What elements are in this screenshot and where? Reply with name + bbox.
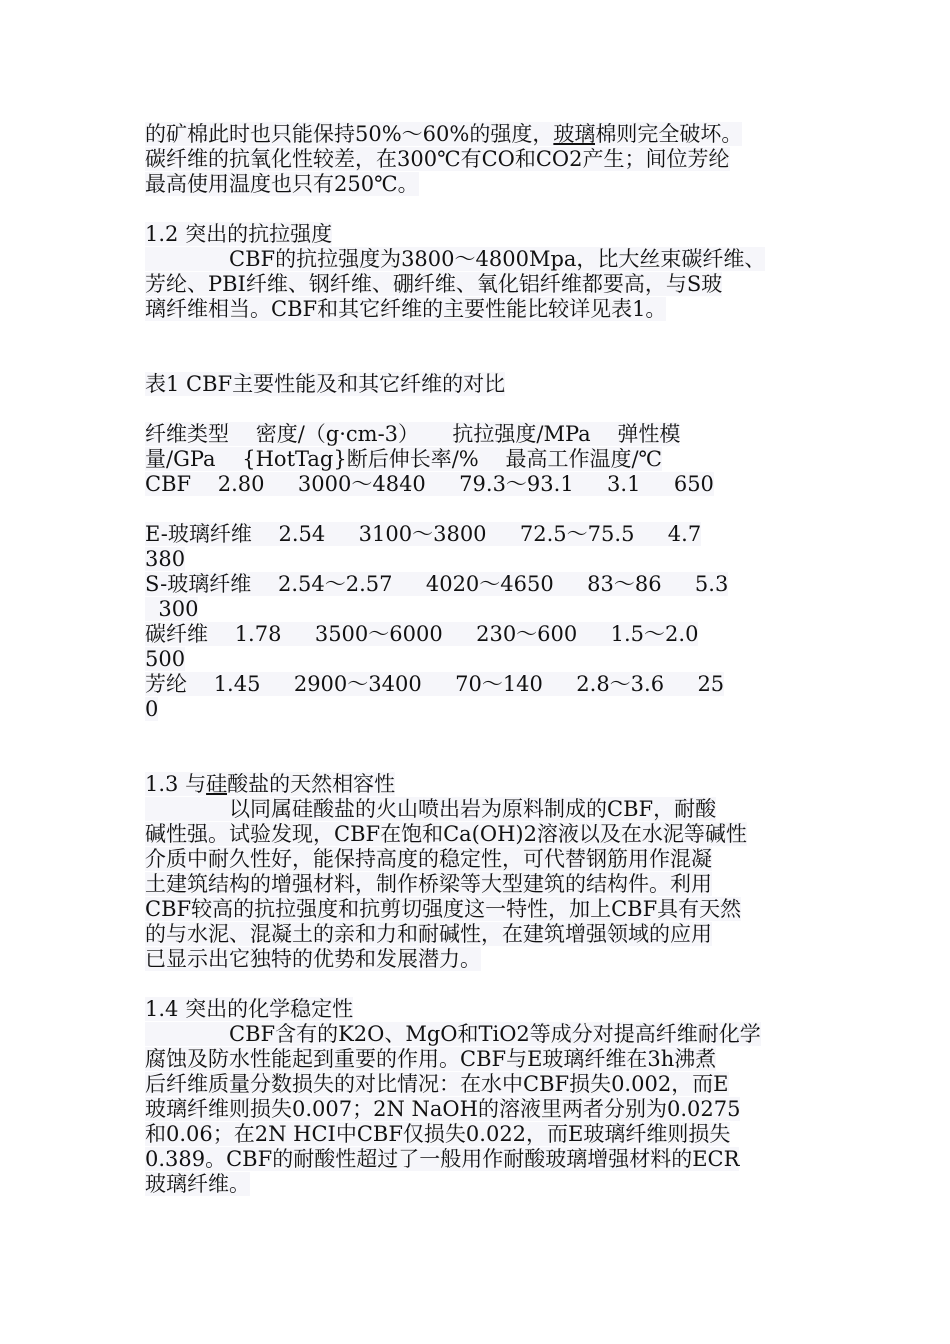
table-row: 芳纶 1.45 2900～3400 70～140 2.8～3.6 25 bbox=[145, 672, 725, 696]
paragraph-line: 最高使用温度也只有250℃。 bbox=[145, 172, 419, 196]
paragraph-line: CBF含有的K2O、MgO和TiO2等成分对提高纤维耐化学 bbox=[145, 1022, 835, 1047]
document-page bbox=[145, 122, 835, 1197]
paragraph-line: CBF较高的抗拉强度和抗剪切强度这一特性，加上CBF具有天然 bbox=[145, 897, 742, 921]
paragraph-line: 璃纤维相当。CBF和其它纤维的主要性能比较详见表1。 bbox=[145, 297, 667, 321]
paragraph-line: 和0.06；在2N HCI中CBF仅损失0.022，而E玻璃纤维则损失 bbox=[145, 1122, 731, 1146]
underlined-word: 硅 bbox=[206, 772, 228, 796]
table-row: 0 bbox=[145, 697, 159, 721]
table-row: 300 bbox=[145, 597, 199, 621]
paragraph-line: 后纤维质量分数损失的对比情况：在水中CBF损失0.002，而E bbox=[145, 1072, 729, 1096]
paragraph-line: 碳纤维的抗氧化性较差，在300℃有CO和CO2产生；间位芳纶 bbox=[145, 147, 730, 171]
fiber-comparison-table bbox=[145, 422, 835, 722]
table-row: 500 bbox=[145, 647, 186, 671]
paragraph-line: 已显示出它独特的优势和发展潜力。 bbox=[145, 947, 481, 971]
table-row: E-玻璃纤维 2.54 3100～3800 72.5～75.5 4.7 bbox=[145, 522, 702, 546]
section-title-1-3: 1.3 与硅酸盐的天然相容性 bbox=[145, 772, 396, 796]
table-title: 表1 CBF主要性能及和其它纤维的对比 bbox=[145, 372, 506, 396]
paragraph-line: 以同属硅酸盐的火山喷出岩为原料制成的CBF，耐酸 bbox=[145, 797, 835, 822]
paragraph-line: 介质中耐久性好，能保持高度的稳定性，可代替钢筋用作混凝 bbox=[145, 847, 712, 871]
section-title-1-2: 1.2 突出的抗拉强度 bbox=[145, 222, 333, 246]
paragraph-line: 玻璃纤维。 bbox=[145, 1172, 250, 1196]
table-row bbox=[145, 497, 835, 522]
paragraph-line: 的矿棉此时也只能保持50%～60%的强度，玻璃棉则完全破坏。 bbox=[145, 122, 743, 146]
paragraph-line: CBF的抗拉强度为3800～4800Mpa，比大丝束碳纤维、 bbox=[145, 247, 835, 272]
paragraph-line: 玻璃纤维则损失0.007；2N NaOH的溶液里两者分别为0.0275 bbox=[145, 1097, 741, 1121]
table-row: CBF 2.80 3000～4840 79.3～93.1 3.1 650 bbox=[145, 472, 714, 496]
table-row: 380 bbox=[145, 547, 186, 571]
table-row: 量/GPa {HotTag}断后伸长率/% 最高工作温度/℃ bbox=[145, 447, 663, 471]
paragraph-line: 的与水泥、混凝土的亲和力和耐碱性，在建筑增强领域的应用 bbox=[145, 922, 712, 946]
paragraph-line: 芳纶、PBI纤维、钢纤维、硼纤维、氧化铝纤维都要高，与S玻 bbox=[145, 272, 723, 296]
paragraph-line: 土建筑结构的增强材料，制作桥梁等大型建筑的结构件。利用 bbox=[145, 872, 712, 896]
table-row: 碳纤维 1.78 3500～6000 230～600 1.5～2.0 bbox=[145, 622, 699, 646]
paragraph-line: 0.389。CBF的耐酸性超过了一般用作耐酸玻璃增强材料的ECR bbox=[145, 1147, 740, 1171]
table-row: S-玻璃纤维 2.54～2.57 4020～4650 83～86 5.3 bbox=[145, 572, 729, 596]
paragraph-line: 腐蚀及防水性能起到重要的作用。CBF与E玻璃纤维在3h沸煮 bbox=[145, 1047, 717, 1071]
section-title-1-4: 1.4 突出的化学稳定性 bbox=[145, 997, 354, 1021]
paragraph-line: 碱性强。试验发现，CBF在饱和Ca(OH)2溶液以及在水泥等碱性 bbox=[145, 822, 747, 846]
table-row: 纤维类型 密度/（g·cm-3） 抗拉强度/MPa 弹性模 bbox=[145, 422, 681, 446]
underlined-word: 玻璃 bbox=[553, 122, 596, 146]
